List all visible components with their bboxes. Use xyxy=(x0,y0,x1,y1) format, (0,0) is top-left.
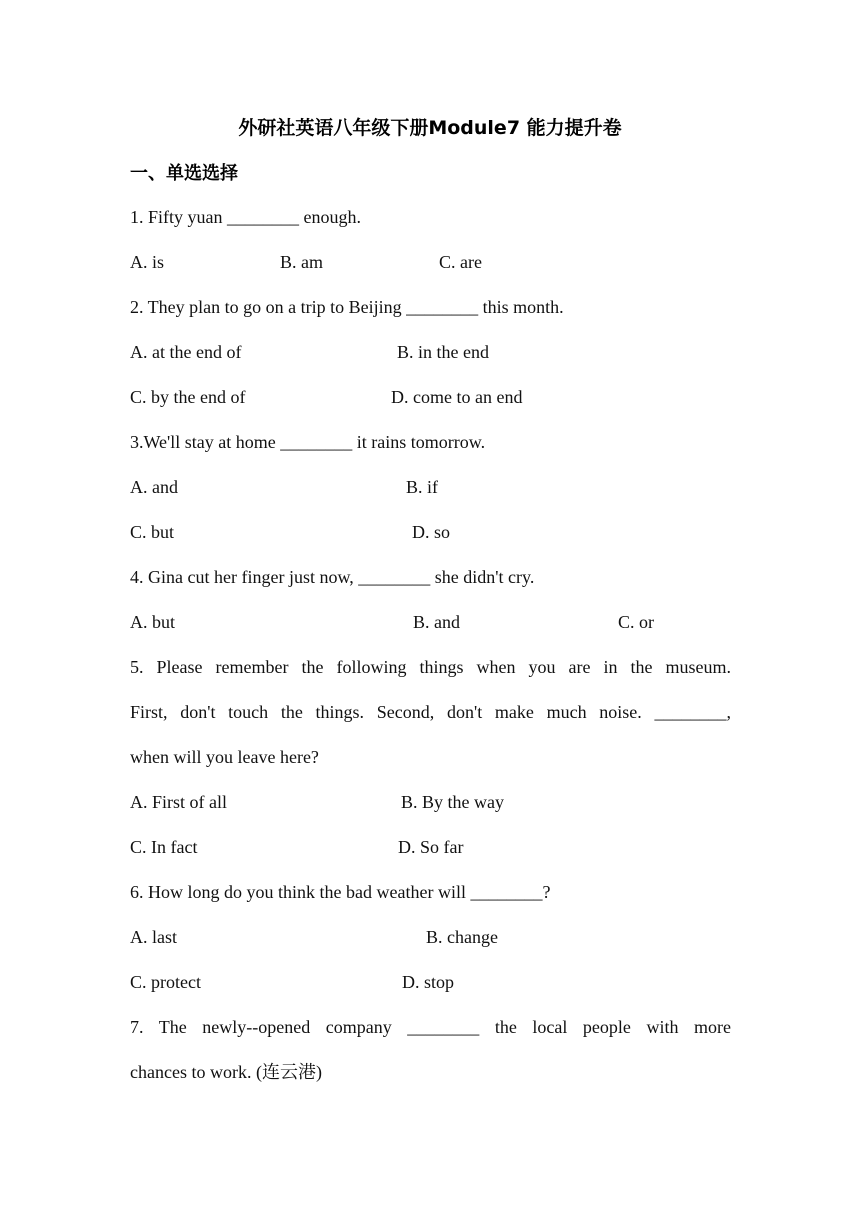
question-5-option-b[interactable]: B. By the way xyxy=(401,792,504,812)
question-3-stem: 3.We'll stay at home ________ it rains tomorrow. xyxy=(130,432,486,452)
section-heading: 一、单选选择 xyxy=(130,163,238,184)
question-5-stem-line-2: First, don't touch the things. Second, don't make much noise. ________, xyxy=(130,702,731,722)
question-6-stem: 6. How long do you think the bad weather will ________? xyxy=(130,882,551,902)
question-7-stem-line-1: 7. The newly--opened company ________ the local people with more xyxy=(130,1017,731,1037)
question-5-option-a[interactable]: A. First of all xyxy=(130,792,227,812)
question-6-option-c[interactable]: C. protect xyxy=(130,972,201,992)
document-title: 外研社英语八年级下册Module7 能力提升卷 xyxy=(238,117,622,139)
question-2-option-a[interactable]: A. at the end of xyxy=(130,342,242,362)
question-2-option-c[interactable]: C. by the end of xyxy=(130,387,246,407)
question-6-option-b[interactable]: B. change xyxy=(426,927,498,947)
question-1-option-a[interactable]: A. is xyxy=(130,252,165,272)
question-3-option-c[interactable]: C. but xyxy=(130,522,175,542)
question-4-option-c[interactable]: C. or xyxy=(618,612,654,632)
question-5-stem-line-1: 5. Please remember the following things when you are in the museum. xyxy=(130,657,731,677)
question-6-options-row-2 xyxy=(130,968,731,996)
question-4-option-a[interactable]: A. but xyxy=(130,612,175,632)
question-1-stem: 1. Fifty yuan ________ enough. xyxy=(130,207,361,227)
question-2-stem: 2. They plan to go on a trip to Beijing ________ this month. xyxy=(130,297,564,317)
question-7-stem-line-2: chances to work. (连云港) xyxy=(130,1062,322,1082)
question-3-option-a[interactable]: A. and xyxy=(130,477,178,497)
question-5-options-row-1 xyxy=(130,788,731,816)
question-1-option-c[interactable]: C. are xyxy=(439,252,482,272)
question-5-stem-line-3: when will you leave here? xyxy=(130,747,319,767)
question-3-options-row-1 xyxy=(130,473,731,501)
question-4-options xyxy=(130,608,731,636)
question-2-option-b[interactable]: B. in the end xyxy=(397,342,489,362)
question-2-options-row-2 xyxy=(130,383,731,411)
question-3-options-row-2 xyxy=(130,518,731,546)
question-6-options-row-1 xyxy=(130,923,731,951)
question-4-stem: 4. Gina cut her finger just now, ________ she didn't cry. xyxy=(130,567,535,587)
question-5-options-row-2 xyxy=(130,833,731,861)
question-2-option-d[interactable]: D. come to an end xyxy=(391,387,523,407)
question-3-option-b[interactable]: B. if xyxy=(406,477,439,497)
question-1-options xyxy=(130,248,731,276)
question-4-option-b[interactable]: B. and xyxy=(413,612,460,632)
question-3-option-d[interactable]: D. so xyxy=(412,522,451,542)
question-6-option-a[interactable]: A. last xyxy=(130,927,177,947)
question-6-option-d[interactable]: D. stop xyxy=(402,972,455,992)
question-5-option-d[interactable]: D. So far xyxy=(398,837,464,857)
question-1-option-b[interactable]: B. am xyxy=(280,252,323,272)
question-2-options-row-1 xyxy=(130,338,731,366)
question-5-option-c[interactable]: C. In fact xyxy=(130,837,198,857)
